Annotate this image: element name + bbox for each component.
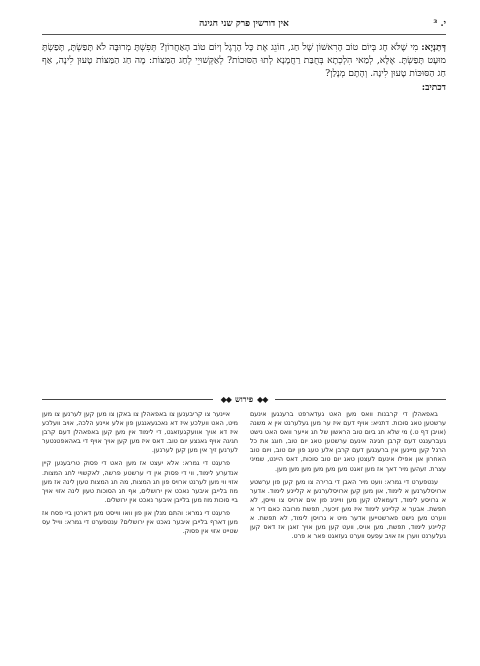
running-title: אין דורשין פרק שני חגיגה bbox=[199, 19, 289, 29]
running-header bbox=[42, 18, 446, 35]
commentary-paragraph: פרעגט די גמרא: אלא יעצט אז מען האט די פסוק טריבענען קיין אנדערע לימוד, ווי די פסוק אין די ערשטע פרשה, לאקשויי לחג המצות. אזוי ווי מען לערנט ארויס פון חג המצות, מה חג המצות טעון לינה אז מען מוז בלייבן איבער נאכט אין ירושלים, אף חג הסוכות טעון לינה אזוי אויך ביי סוכות מוז מען בלייבן איבער נאכט אין ירושלים. bbox=[42, 459, 238, 504]
main-text-continuation: דכתיב: bbox=[421, 83, 446, 93]
page-number: י. ³ bbox=[433, 19, 446, 29]
divider-line-right bbox=[275, 399, 446, 400]
commentary-right-column bbox=[250, 410, 446, 652]
commentary-heading: פירוש bbox=[234, 394, 254, 404]
ornament-icon: ◆◆ bbox=[257, 394, 268, 404]
commentary-paragraph: ענטפערט די גמרא: וועט מיר האבן די ברירה צו מען קען פון ערשטע ארויסלערנען א לימוד, און מען קען ארויסלערנען א קליינע לימוד. אדער א גרויסע לימוד, דעמאלט קען מען ווייניג פון אים ארויס צו ווייסן, לא תפשת. אבער א קליינע לימוד איז מען זיכער, תפשת מרובה כאם דיר א ווערט מען נישט פארשטייען אדער מיט א גרויסן לימוד, לא תפשת. א קליינע לימוד, תפשת, מען אויס, וועט קען מען אויך זאגן אז דאס קען געלערנט ווערן אז אויב עפעס ווערט געזאגט פאר א פרט. bbox=[250, 477, 446, 541]
commentary-paragraph: פרעגט די גמרא: והתם מנלן און פון וואו ווייסט מען דארטן ביי פסח אז מען דארף בלייבן איבער נאכט אין ירושלים? ענטפערט די גמרא: ווייל עס שטייט אזוי אין פסוק. bbox=[42, 508, 238, 536]
commentary-left-column bbox=[42, 410, 238, 652]
commentary-paragraph: איינער צו קריבענען צו באפאהלן צו באקן צו מען קען לערנען צו מען מיט, האט וועלכע איז דא נאכגעאנגען פון אלע איינע הלכה, אויב וועלכע איז דא אויך אוועקגעזאגט, די לימוד אין מען קען באפאהלן דעם קרבן חגיגה אויף גאנצע יום טוב. דאס איז מען קען אויך אויף די באהאפטנטער לערנען זיך אין מען קען לערנען. bbox=[42, 410, 238, 455]
main-text bbox=[42, 41, 446, 80]
divider-label-group bbox=[213, 394, 276, 404]
commentary-divider bbox=[42, 392, 446, 406]
divider-line-left bbox=[42, 399, 213, 400]
commentary-columns bbox=[42, 410, 446, 652]
main-text-body: מִי שֶׁלֹּא חָג בְּיוֹם טוֹב הָרִאשׁוֹן שֶׁל חַג, חוֹגֵג אֶת כָּל הָרֶגֶל וְיוֹם טוֹב הָאַחֲרוֹן? תְּפִשְׁתָּ מְרוּבָּה לֹא תָּפַשְׂתָּ, תָּפַשְׂתָּ מוּעָט תָּפַשְׂתָּ. אֶלָּא, לְמַאי הִלְכְתָא בְּחֻבַּת רַחֲמָנָא לְתוּ הַסּוּכוֹת? לְאַקְּשׁוּיֵי לְחַג הַמַּצּוֹת: מָה חַג הַמַּצּוֹת טָעוּן לִינָה, אַף חַג הַסּוּכּוֹת טָעוּן לִינָה. וְהָתָם מְנָלַן? bbox=[42, 42, 446, 79]
main-text-lead: דְּתַנְיָא: bbox=[421, 42, 446, 53]
ornament-icon: ◆◆ bbox=[220, 394, 231, 404]
commentary-paragraph: באפאהלן די קרבנות וואס מען האט געדארפט ברענגען אינעם ערשטען טאג סוכות. דתניא: אויף דעם איז ער מען געלערנט אין א משנה (אויבן דף ט.) מי שלא חג ביום טוב הראשון של חג אייער וואס האט נישט געברענגט דעם קרבן חגיגה אינעם ערשטען טאג יום טוב, חוגג את כל הרגל קען מיינען אין ברענגען דעם קרבן אלע טעג פון יום טוב, ויום טוב האחרון און אפילו אינעם לעצטן טאג יום טוב סוכות, דאס היינט, שמיני עצרת. זעהען מיר דאך אז מען זאגט מען מען מען מען מען מען. bbox=[250, 410, 446, 473]
page bbox=[42, 18, 446, 652]
